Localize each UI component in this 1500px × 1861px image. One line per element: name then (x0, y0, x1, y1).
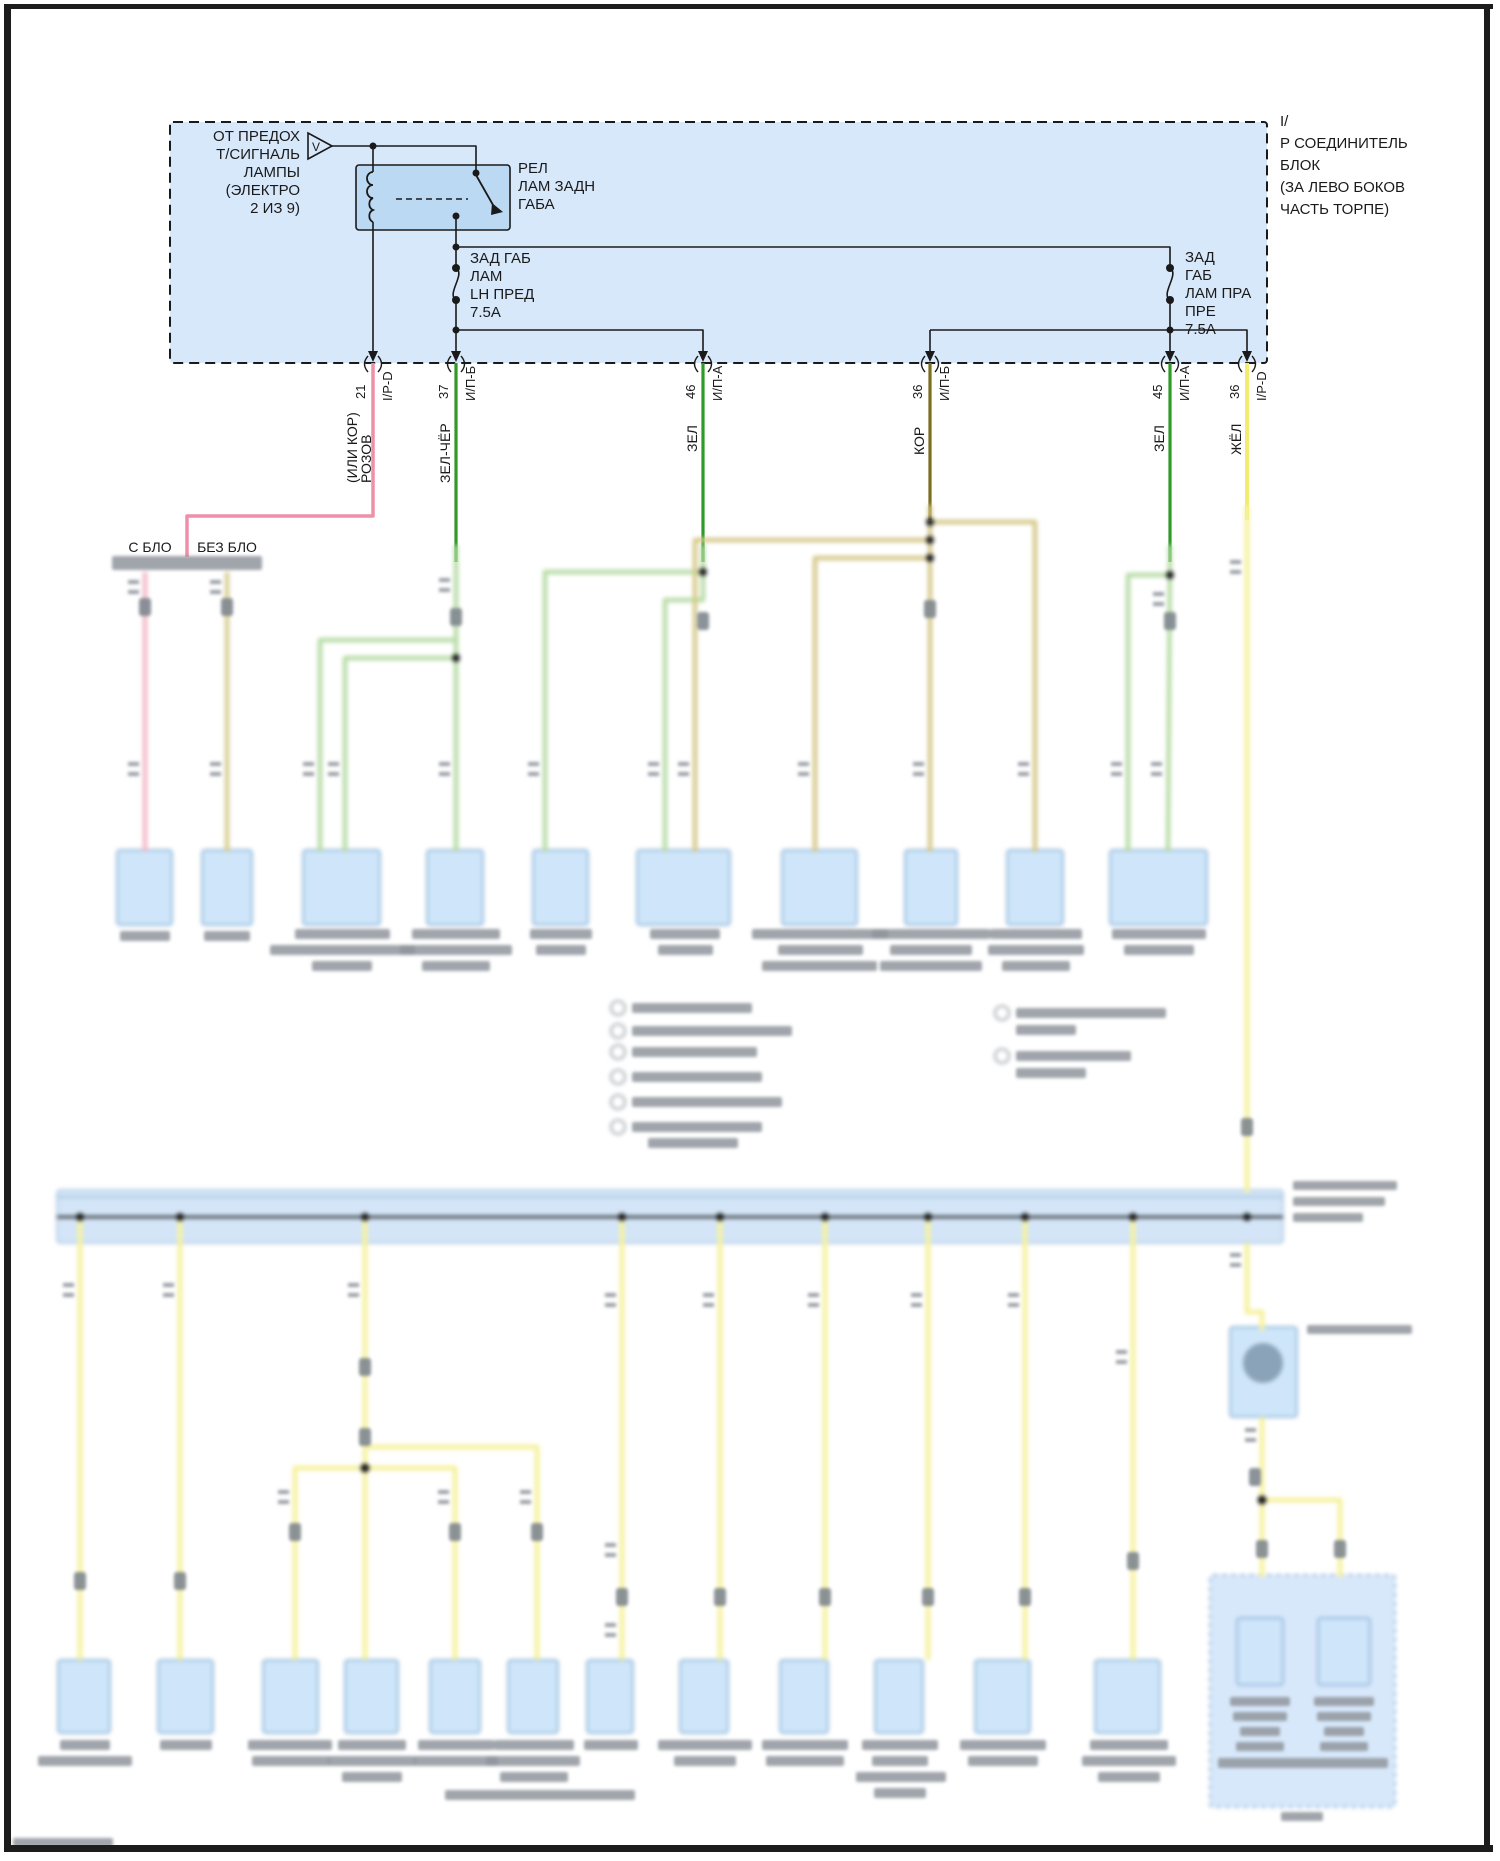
wire-tag-smudge (210, 772, 221, 776)
fuse-left-label-line: ЛАМ (470, 268, 503, 285)
ip-junction-block-box (170, 122, 1267, 363)
inline-connector-symbol (74, 1572, 86, 1590)
relay-label-line: ЛАМ ЗАДН (518, 178, 596, 195)
component-label (312, 961, 372, 971)
note-number-circle (611, 1070, 625, 1084)
wire-tag-smudge (439, 588, 450, 592)
branch-without-bcm-label: БЕЗ БЛО (197, 539, 257, 555)
fuse-left-label-line: 7.5А (470, 304, 501, 321)
component-box (875, 1660, 923, 1733)
wire-green-blur (1128, 575, 1170, 852)
source-label-line: Т/СИГНАЛЬ (216, 146, 300, 163)
wire-tag-smudge (438, 1500, 449, 1504)
wire-tag-smudge (648, 762, 659, 766)
wire-tag-smudge (63, 1293, 74, 1297)
lamp-socket-label (1240, 1727, 1280, 1736)
wire-green-blur (1168, 545, 1170, 852)
component-label (658, 1740, 752, 1750)
component-label (204, 931, 250, 941)
component-label (160, 1740, 212, 1750)
wire-tag-smudge (1230, 560, 1241, 564)
pin-connector: И/П-А (1177, 365, 1192, 401)
note-text (1016, 1051, 1131, 1061)
wire-tag-smudge (1153, 592, 1164, 596)
junction-dot (453, 213, 460, 220)
wire-tag-smudge (210, 580, 221, 584)
bus-label (1293, 1197, 1385, 1206)
wire-tan-blur (815, 558, 930, 852)
junction-dot (699, 568, 707, 576)
lamp-socket-box (1237, 1618, 1283, 1685)
component-label (990, 929, 1082, 939)
inline-connector-symbol (697, 612, 709, 630)
wire-tag-smudge (1018, 772, 1029, 776)
wire-tag-smudge (528, 772, 539, 776)
fuse-right-label-line: ГАБ (1185, 267, 1212, 284)
note-number-circle (995, 1006, 1009, 1020)
wire-tag-smudge (303, 762, 314, 766)
lamp-socket-label (1236, 1742, 1284, 1751)
wire-tag-smudge (348, 1293, 359, 1297)
inline-connector-symbol (174, 1572, 186, 1590)
note-text (632, 1003, 752, 1013)
image-frame-border (4, 4, 11, 1852)
inline-connector-symbol (1164, 612, 1176, 630)
wire-tag-smudge (1230, 570, 1241, 574)
wire-tag-smudge (439, 578, 450, 582)
bus-label (1293, 1213, 1363, 1222)
junction-dot (1166, 296, 1174, 304)
component-box (680, 1660, 728, 1733)
component-label (650, 929, 720, 939)
component-label (494, 1740, 574, 1750)
component-label (872, 929, 990, 939)
inline-connector-symbol (924, 600, 936, 618)
junction-dot (76, 1213, 84, 1221)
wire-tag-smudge (328, 772, 339, 776)
note-text (1016, 1068, 1086, 1078)
component-label (874, 1788, 926, 1798)
wire-tag-smudge (1018, 762, 1029, 766)
wire-tag-smudge (210, 590, 221, 594)
wire-green-blur (320, 640, 456, 852)
inline-connector-symbol (139, 598, 151, 616)
inline-connector-symbol (714, 1588, 726, 1606)
pin-number: 37 (436, 384, 451, 399)
wire-tag-smudge (210, 762, 221, 766)
source-label-line: ОТ ПРЕДОХ (213, 128, 300, 145)
note-text (632, 1072, 762, 1082)
component-box (345, 1660, 398, 1733)
junction-dot (453, 327, 460, 334)
lamp-socket-label (1324, 1727, 1364, 1736)
junction-dot (370, 143, 377, 150)
component-box (905, 850, 957, 925)
wire-tag-smudge (1111, 772, 1122, 776)
wire-tag-smudge (678, 772, 689, 776)
component-label (536, 945, 586, 955)
inline-connector-symbol (1256, 1540, 1268, 1558)
wire-tag-smudge (605, 1543, 616, 1547)
component-box (975, 1660, 1030, 1733)
wire-tag-smudge (605, 1293, 616, 1297)
inline-connector-symbol (1249, 1468, 1261, 1486)
wire-tag-smudge (1230, 1263, 1241, 1267)
wire-tag-smudge (913, 762, 924, 766)
wire-tag-smudge (808, 1303, 819, 1307)
wire-tag-smudge (605, 1303, 616, 1307)
fuse-right-label-line: ЗАД (1185, 249, 1215, 266)
wire-tag-smudge (128, 580, 139, 584)
note-number-circle (611, 1095, 625, 1109)
junction-dot (453, 244, 460, 251)
junction-dot (924, 1213, 932, 1221)
component-box (117, 850, 172, 925)
wire-tag-smudge (1008, 1293, 1019, 1297)
component-box (427, 850, 483, 925)
component-label (1124, 945, 1194, 955)
wire-tag-smudge (278, 1500, 289, 1504)
component-label (328, 1756, 416, 1766)
component-label (988, 945, 1084, 955)
junction-dot (176, 1213, 184, 1221)
wire-tag-smudge (439, 762, 450, 766)
wire-color-label: ЗЕЛ (684, 425, 700, 452)
note-text (632, 1047, 757, 1057)
component-label (60, 1740, 110, 1750)
component-label (762, 1740, 848, 1750)
wire-tag-smudge (703, 1303, 714, 1307)
component-box (303, 850, 380, 925)
wire-tag-smudge (798, 762, 809, 766)
junction-block-label-line: ЧАСТЬ ТОРПЕ) (1280, 201, 1390, 218)
pin-number: 36 (910, 384, 925, 399)
wire-tag-smudge (678, 762, 689, 766)
component-label (342, 1772, 402, 1782)
note-number-circle (611, 1024, 625, 1038)
junction-dot (821, 1213, 829, 1221)
pin-number: 21 (353, 384, 368, 399)
inline-connector-symbol (922, 1588, 934, 1606)
junction-dot (1021, 1213, 1029, 1221)
pin-number: 46 (683, 384, 698, 399)
lamp-socket-box (1318, 1618, 1370, 1685)
wire-tag-smudge (1245, 1438, 1256, 1442)
wire-tag-smudge (648, 772, 659, 776)
bulb-connector-label (1307, 1325, 1412, 1334)
branch-with-bcm-label: С БЛО (128, 539, 172, 555)
component-label (872, 1756, 928, 1766)
component-label (486, 1756, 580, 1766)
relay-label-line: ГАБА (518, 196, 555, 213)
component-label (1082, 1756, 1176, 1766)
component-label (120, 931, 170, 941)
pin-number: 36 (1227, 384, 1242, 399)
fuse-right-label-line: ЛАМ ПРА (1185, 285, 1252, 302)
component-label (252, 1756, 330, 1766)
wire-tag-smudge (1245, 1428, 1256, 1432)
note-number-circle (611, 1001, 625, 1015)
wire-tag-smudge (1008, 1303, 1019, 1307)
junction-block-label-line: (ЗА ЛЕВО БОКОВ (1280, 179, 1406, 196)
inline-connector-symbol (450, 608, 462, 626)
bulb-symbol (1243, 1343, 1283, 1383)
lamp-socket-label (1314, 1697, 1374, 1706)
wire-tag-smudge (520, 1500, 531, 1504)
wire-green-blur (545, 572, 703, 852)
wire-color-label: ЗЕЛ (1151, 425, 1167, 452)
source-label-line: (ЭЛЕКТРО (225, 182, 300, 199)
wire-tag-smudge (1230, 1253, 1241, 1257)
image-frame-border (4, 4, 1493, 9)
source-label-line: 2 ИЗ 9) (250, 200, 300, 217)
junction-dot (452, 654, 460, 662)
lamp-socket-label (1230, 1697, 1290, 1706)
component-box (430, 1660, 480, 1733)
fuse-left-label-line: ЗАД ГАБ (470, 250, 531, 267)
component-label (500, 1772, 568, 1782)
component-label (778, 945, 863, 955)
image-frame-border (4, 1845, 1493, 1852)
component-label (658, 945, 713, 955)
note-number-circle (611, 1045, 625, 1059)
junction-dot (361, 1464, 370, 1473)
component-label (1112, 929, 1206, 939)
component-label (890, 945, 972, 955)
component-label (1002, 961, 1070, 971)
wire-tan-blur (930, 522, 1035, 852)
note-text (632, 1026, 792, 1036)
component-box (1095, 1660, 1160, 1733)
wire-tag-smudge (163, 1293, 174, 1297)
lamp-assembly-label (1281, 1812, 1323, 1821)
junction-dot (1166, 571, 1174, 579)
wire-tag-smudge (439, 772, 450, 776)
wire-tag-smudge (1111, 762, 1122, 766)
component-label (762, 961, 877, 971)
pin-connector: И/П-Б (937, 365, 952, 401)
junction-dot (1129, 1213, 1137, 1221)
lamp-socket-label (1320, 1742, 1368, 1751)
wire-tag-smudge (808, 1293, 819, 1297)
inline-connector-symbol (1334, 1540, 1346, 1558)
component-box (263, 1660, 318, 1733)
component-box (587, 1660, 633, 1733)
wire-yellow (1262, 1500, 1340, 1577)
wire-tag-smudge (1151, 772, 1162, 776)
wire-tag-smudge (348, 1283, 359, 1287)
wire-tag-smudge (605, 1553, 616, 1557)
component-label (1098, 1772, 1160, 1782)
component-label (674, 1756, 736, 1766)
component-label (414, 1756, 498, 1766)
pin-connector: И/П-Б (463, 365, 478, 401)
note-text (1016, 1008, 1166, 1018)
inline-connector-symbol (1127, 1552, 1139, 1570)
inline-connector-symbol (221, 598, 233, 616)
inline-connector-symbol (289, 1523, 301, 1541)
fuse-right-label-line: ПРЕ (1185, 303, 1216, 320)
wire-tag-smudge (605, 1633, 616, 1637)
junction-dot (1166, 264, 1174, 272)
wire-tag-smudge (128, 762, 139, 766)
wire-tag-smudge (1151, 762, 1162, 766)
junction-dot (926, 554, 934, 562)
component-label (38, 1756, 132, 1766)
wire-tag-smudge (63, 1283, 74, 1287)
wire-color-label: (ИЛИ КОР) (344, 412, 360, 483)
note-text (632, 1122, 762, 1132)
wire-tag-smudge (1116, 1360, 1127, 1364)
wire-tag-smudge (128, 772, 139, 776)
inline-connector-symbol (449, 1523, 461, 1541)
pin-connector: I/P-D (1254, 371, 1269, 401)
component-box (1110, 850, 1207, 925)
wire-tag-smudge (528, 762, 539, 766)
note-text (1016, 1025, 1076, 1035)
junction-dot (1243, 1213, 1251, 1221)
wire-tag-smudge (1153, 602, 1164, 606)
wire-tag-smudge (911, 1303, 922, 1307)
inline-connector-symbol (531, 1523, 543, 1541)
component-box (58, 1660, 110, 1733)
component-label (862, 1740, 938, 1750)
component-label (856, 1772, 946, 1782)
wire-yellow (1247, 1243, 1262, 1330)
component-label (248, 1740, 332, 1750)
license-lamp-assembly-box (1210, 1575, 1395, 1807)
component-label (270, 945, 415, 955)
wire-tag-smudge (328, 762, 339, 766)
wire-color-label: РОЗОВ (358, 434, 374, 483)
component-label (968, 1756, 1038, 1766)
fuse-left-label-line: LH ПРЕД (470, 286, 535, 303)
junction-block-label-line: Р СОЕДИНИТЕЛЬ (1280, 135, 1408, 152)
wire-tag-smudge (913, 772, 924, 776)
junction-dot (618, 1213, 626, 1221)
component-label (1090, 1740, 1168, 1750)
note-number-circle (611, 1120, 625, 1134)
component-box (202, 850, 252, 925)
component-label (766, 1756, 844, 1766)
junction-dot (1167, 327, 1174, 334)
wire-yellow-branch (365, 1468, 455, 1660)
junction-dot (926, 536, 934, 544)
junction-dot (452, 296, 460, 304)
inline-connector-symbol (616, 1588, 628, 1606)
component-label (400, 945, 512, 955)
wire-color-label: ЖЁЛ (1228, 423, 1244, 455)
fuse-right-label-line: 7.5А (1185, 321, 1216, 338)
inline-connector-symbol (359, 1358, 371, 1376)
component-label (422, 961, 490, 971)
component-box (782, 850, 857, 925)
sharp-layer (128, 113, 1408, 562)
wire-green-blur (665, 545, 703, 852)
wire-color-label: ЗЕЛ-ЧЁР (437, 423, 453, 483)
image-frame-border (1484, 4, 1490, 1852)
source-label-line: ЛАМПЫ (243, 164, 300, 181)
relay-box (356, 165, 510, 230)
junction-dot (716, 1213, 724, 1221)
inline-connector-symbol (1019, 1588, 1031, 1606)
wire-tag-smudge (128, 590, 139, 594)
wire-tag-smudge (303, 772, 314, 776)
wire-yellow-branch (365, 1447, 537, 1660)
component-label (412, 929, 500, 939)
wire-yellow-branch (295, 1468, 365, 1660)
junction-dot (926, 518, 934, 526)
lamp-assembly-label (1218, 1758, 1388, 1768)
component-box (637, 850, 730, 925)
note-number-circle (995, 1049, 1009, 1063)
pin-connector: I/P-D (380, 371, 395, 401)
note-text (632, 1097, 782, 1107)
inline-connector-symbol (1241, 1118, 1253, 1136)
inline-connector-symbol (359, 1428, 371, 1446)
component-box (1007, 850, 1063, 925)
wire-tag-smudge (278, 1490, 289, 1494)
component-label (752, 929, 888, 939)
junction-block-label-line: I/ (1280, 113, 1289, 130)
source-triangle-glyph: V (311, 140, 321, 154)
bus-label (1293, 1181, 1397, 1190)
wire-tag-smudge (911, 1293, 922, 1297)
wire-color-label: КОР (911, 426, 927, 455)
relay-label-line: РЕЛ (518, 160, 548, 177)
junction-dot (361, 1213, 369, 1221)
pin-connector: И/П-А (710, 365, 725, 401)
wire-tag-smudge (163, 1283, 174, 1287)
junction-dot (452, 264, 460, 272)
junction-dot (1258, 1496, 1267, 1505)
wire-tan-blur (695, 540, 930, 852)
wire-tag-smudge (1116, 1350, 1127, 1354)
junction-block-label-line: БЛОК (1280, 157, 1321, 174)
component-label (530, 929, 592, 939)
lamp-socket-label (1317, 1712, 1371, 1721)
component-box (780, 1660, 828, 1733)
component-label (338, 1740, 406, 1750)
component-label (295, 929, 390, 939)
wire-tag-smudge (703, 1293, 714, 1297)
obscured-branch-label (112, 556, 262, 570)
component-label (960, 1740, 1046, 1750)
pin-number: 45 (1150, 384, 1165, 399)
wire-tag-smudge (605, 1623, 616, 1627)
inline-connector-symbol (819, 1588, 831, 1606)
component-box (158, 1660, 213, 1733)
component-label (418, 1740, 494, 1750)
wire-tag-smudge (798, 772, 809, 776)
wire-green-blur (345, 658, 456, 852)
wire-tag-smudge (438, 1490, 449, 1494)
component-label (445, 1790, 635, 1800)
component-label (880, 961, 982, 971)
wire-tag-smudge (520, 1490, 531, 1494)
note-text (648, 1138, 738, 1148)
component-label (584, 1740, 638, 1750)
component-box (508, 1660, 558, 1733)
junction-dot (473, 170, 480, 177)
lamp-socket-label (1233, 1712, 1287, 1721)
component-box (533, 850, 588, 925)
blurred-layer (57, 505, 1395, 1807)
